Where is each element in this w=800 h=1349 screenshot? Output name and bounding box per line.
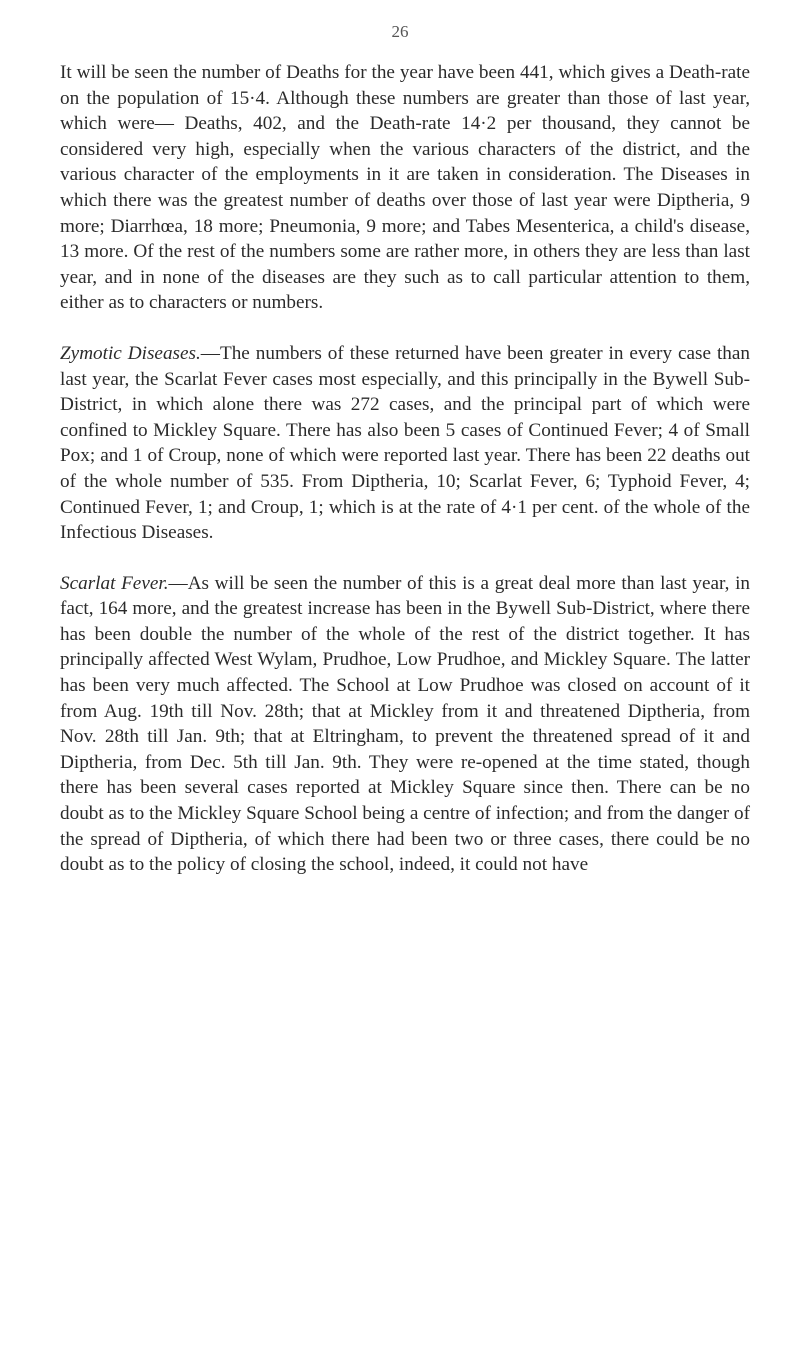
section-heading-zymotic: Zymotic Diseases.: [60, 342, 201, 364]
paragraph-text: It will be seen the number of Deaths for the year have been 441, which gives a Death-rate on the population of 15·4. Although these numbers are greater than those of last year, which were— Deaths, 402, and the Death-rate 14·2 per thousand, they cannot be considered very high, especially when the various characters of the district, and the various character of the employments in it are taken in consideration. The Diseases in which there was the greatest number of deaths over those of last year were Diptheria, 9 more; Diarrhœa, 18 more; Pneumonia, 9 more; and Tabes Mesenterica, a child's disease, 13 more. Of the rest of the numbers some are rather more, in others they are less than last year, and in none of the diseases are they such as to call particular attention to them, either as to characters or numbers.: [60, 62, 750, 314]
paragraph-death-rate: [60, 60, 750, 316]
paragraph-scarlat-fever: [60, 571, 750, 878]
page-number: 26: [391, 22, 409, 41]
body-text: [60, 60, 750, 878]
paragraph-text: —As will be seen the number of this is a great deal more than last year, in fact, 164 more, and the greatest increase has been in the Bywell Sub-District, where there has been double the number of the whole of the rest of the district together. It has principally affected West Wylam, Prudhoe, Low Prudhoe, and Mickley Square. The latter has been very much affected. The School at Low Prudhoe was closed on account of it from Aug. 19th till Nov. 28th; that at Mickley from it and threatened Diptheria, from Nov. 28th till Jan. 9th; that at Eltringham, to prevent the threatened spread of it and Diptheria, from Dec. 5th till Jan. 9th. They were re-opened at the time stated, though there has been several cases reported at Mickley Square since then. There can be no doubt as to the Mickley Square School being a centre of infection; and from the danger of the spread of Diptheria, of which there had been two or three cases, there could be no doubt as to the policy of closing the school, indeed, it could not have: [60, 572, 750, 876]
paragraph-text: —The numbers of these returned have been greater in every case than last year, the Scarlat Fever cases most especially, and this principally in the Bywell Sub-District, in which alone there was 272 cases, and the principal part of which were confined to Mickley Square. There has also been 5 cases of Continued Fever; 4 of Small Pox; and 1 of Croup, none of which were reported last year. There has been 22 deaths out of the whole number of 535. From Diptheria, 10; Scarlat Fever, 6; Typhoid Fever, 4; Continued Fever, 1; and Croup, 1; which is at the rate of 4·1 per cent. of the whole of the Infectious Diseases.: [60, 342, 751, 544]
section-heading-scarlat: Scarlat Fever.: [60, 572, 169, 594]
paragraph-zymotic-diseases: [60, 341, 750, 546]
